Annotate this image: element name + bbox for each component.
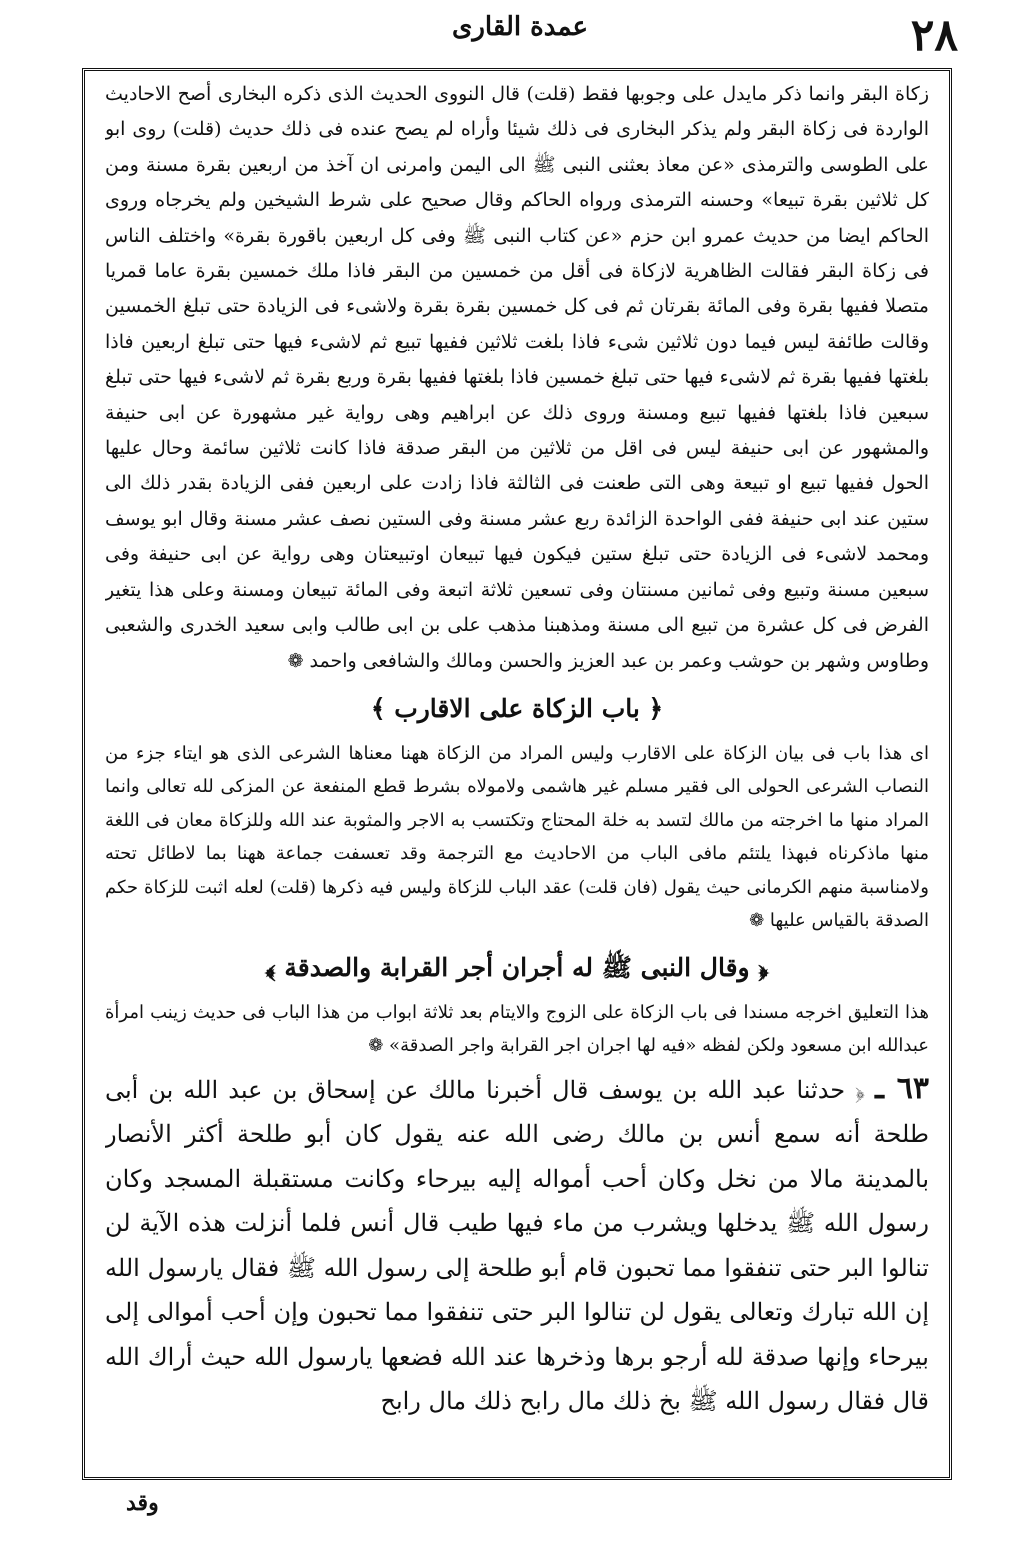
- chapter-heading: ﴿ باب الزكاة على الاقارب ﴾: [370, 693, 664, 723]
- hadith-number: ٦٣ ـ: [875, 1070, 929, 1106]
- hadith-text: ﴿ حدثنا عبد الله بن يوسف قال أخبرنا مالك عن إسحاق بن عبد الله بن أبى طلحة أنه سمع أنس بن مالك رضى الله عنه يقول كان أبو طلحة أكثر الأنصار بالمدينة مالا من نخل وكان أحب أمواله إليه بيرحاء وكانت مستقبلة المسجد وكان رسول الله ﷺ يدخلها ويشرب من ماء فيها طيب قال أنس فلما أنزلت هذه الآية لن تنالوا البر حتى تنفقوا مما تحبون قام أبو طلحة إلى رسول الله ﷺ فقال يارسول الله إن الله تبارك وتعالى يقول لن تنالوا البر حتى تنفقوا مما تحبون وإن أحب أموالى إلى بيرحاء وإنها صدقة لله أرجو برها وذخرها عند الله فضعها يارسول الله حيث أراك الله قال فقال رسول الله ﷺ بخ ذلك مال رابح ذلك مال رابح: [105, 1075, 929, 1416]
- running-title: عمدة القاری: [452, 12, 588, 42]
- text-frame: [82, 68, 952, 1480]
- commentary-paragraph-3: هذا التعليق اخرجه مسندا فى باب الزكاة على الزوج والايتام بعد ثلاثة ابواب من هذا الباب فى حديث زينب امرأة عبدالله ابن مسعود ولكن لفظه «فيه لها اجران اجر القرابة واجر الصدقة» ❁: [105, 1001, 929, 1057]
- page-number: ٢٨: [910, 10, 958, 61]
- page-header: [82, 6, 958, 66]
- commentary-paragraph-2: اى هذا باب فى بيان الزكاة على الاقارب وليس المراد من الزكاة ههنا معناها الشرعى الذى هو ايتاء جزء من النصاب الشرعى الحولى الى فقير مسلم غير هاشمى ولامولاه بشرط قطع المنفعة عن المزكى لله تعالى وانما المراد منها ما اخرجته من مالك لتسد به خلة المحتاج وتكتسب به الاجر والمثوبة عند الله وللزكاة معان فى اللغة منها ماذكرناه فبهذا يلتئم مافى الباب من الاحاديث مع الترجمة وقد تعسفت جماعة ههنا بما لاطائل تحته ولامناسبة منهم الكرمانى حيث يقول (فان قلت) عقد الباب للزكاة وليس فيه ذكرها (قلت) لعله اثبت للزكاة حكم الصدقة بالقياس عليها ❁: [105, 742, 929, 932]
- catchword: وقد: [126, 1490, 159, 1516]
- hadith-paragraph: [105, 1067, 929, 1424]
- commentary-paragraph-1: زكاة البقر وانما ذكر مايدل على وجوبها فقط (قلت) قال النووى الحديث الذى ذكره البخارى أصح الاحاديث الواردة فى زكاة البقر ولم يذكر البخارى فى ذلك شيئا وأراه لم يصح عنده فى ذلك حديث (قلت) روى ابو على الطوسى والترمذى «عن معاذ بعثنى النبى ﷺ الى اليمن وامرنى ان آخذ من اربعين بقرة مسنة ومن كل ثلاثين بقرة تبيعا» وحسنه الترمذى ورواه الحاكم وقال صحيح على شرط الشيخين ولم يخرجاه وروى الحاكم ايضا من حديث عمرو ابن حزم «عن كتاب النبى ﷺ وفى كل اربعين باقورة بقرة» واختلف الناس فى زكاة البقر فقالت الظاهرية لازكاة فى أقل من خمسين من البقر فاذا ملك خمسين بقرة عاما قمريا متصلا ففيها بقرة وفى المائة بقرتان ثم فى كل خمسين بقرة بقرة ولاشىء فى الزيادة حتى تبلغ الخمسين وقالت طائفة ليس فيما دون ثلاثين شىء فاذا بلغت ثلاثين ففيها تبيع ثم لاشىء فيها حتى تبلغ اربعين فاذا بلغتها ففيها بقرة ثم لاشىء فيها حتى تبلغ خمسين فاذا بلغتها ففيها بقرة وربع بقرة ثم لاشىء فيها حتى تبلغ سبعين فاذا بلغتها ففيها تبيع ومسنة وروى ذلك عن ابراهيم وهى رواية غير مشهورة عن ابى حنيفة والمشهور عن ابى حنيفة ليس فى اقل من ثلاثين من البقر صدقة فاذا كانت ثلاثين سائمة وحال عليها الحول ففيها تبيع او تبيعة وهى التى طعنت فى الثالثة فاذا زادت على اربعين ففى الزيادة بقدر ذلك الى ستين عند ابى حنيفة ففى الواحدة الزائدة ربع عشر مسنة وفى الستين نصف عشر مسنة وقال ابو يوسف ومحمد لاشىء فى الزيادة حتى تبلغ ستين فيكون فيها تبيعان اوتبيعتان وهى رواية عن ابى حنيفة وفى سبعين مسنة وتبيع وفى ثمانين مسنتان وفى تسعين ثلاثة اتبعة وفى المائة تبيعان ومسنة وعلى هذا يتغير الفرض فى كل عشرة من تبيع الى مسنة ومذهبنا مذهب على بن ابى طالب وابى سعيد الخدرى والشعبى وطاوس وشهر بن حوشب وعمر بن عبد العزيز والحسن ومالك والشافعى واحمد ❁: [105, 83, 929, 672]
- hadith-heading: ﴿ وقال النبى ﷺ له أجران أجر القرابة والصدقة ﴾: [265, 952, 769, 982]
- page-content: [105, 77, 929, 1471]
